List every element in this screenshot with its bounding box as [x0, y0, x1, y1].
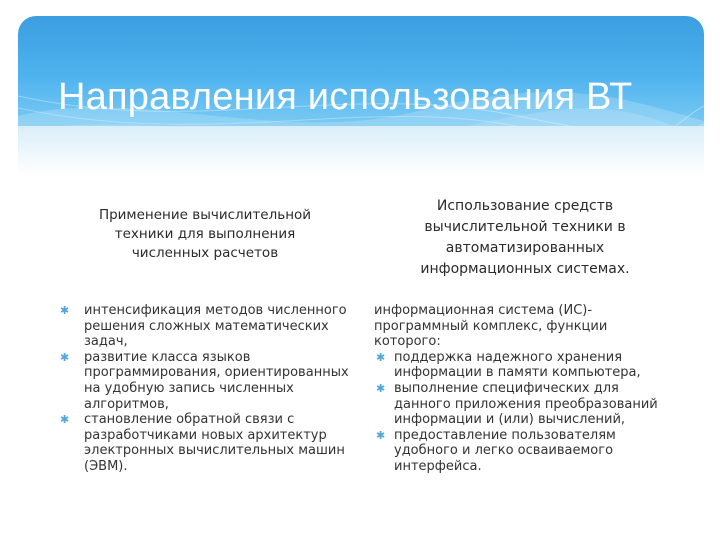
asterisk-bullet-icon: ✱ [376, 350, 386, 364]
list-item [60, 303, 350, 350]
list-item [60, 350, 350, 412]
slide-title: Направления использования ВТ [58, 76, 633, 118]
asterisk-bullet-icon: ✱ [376, 381, 386, 395]
is-definition: информационная система (ИС)- программный комплекс, функции которого: [374, 303, 608, 350]
list-item [60, 412, 350, 474]
asterisk-bullet-icon: ✱ [376, 428, 386, 442]
asterisk-bullet-icon: ✱ [60, 413, 70, 427]
right-column-body [374, 303, 674, 475]
title-banner [18, 16, 704, 126]
asterisk-bullet-icon: ✱ [60, 350, 70, 364]
right-column-heading: Использование средств вычислительной техники в автоматизированных информационных системах. [420, 198, 630, 277]
list-item-text: становление обратной связи с разработчиками новых архитектур электронных вычислительных машин (ЭВМ). [84, 412, 345, 474]
left-column-list [60, 303, 350, 475]
list-item-text: интенсификация методов численного решения сложных математических задач, [84, 303, 347, 350]
list-item [374, 350, 674, 381]
list-item [374, 428, 674, 475]
list-item-text: предоставление пользователям удобного и легко осваиваемого интерфейса. [394, 427, 616, 474]
banner-fade [18, 126, 704, 176]
list-item-text: развитие класса языков программирования, ориентированных на удобную запись численных алгоритмов, [84, 349, 349, 412]
left-column-heading: Применение вычислительной техники для выполнения численных расчетов [98, 207, 312, 261]
list-item-text: выполнение специфических для данного приложения преобразований информации и (или) вычислений, [394, 380, 658, 428]
list-item [374, 381, 674, 428]
list-item-text: поддержка надежного хранения информации в памяти компьютера, [394, 349, 641, 381]
asterisk-bullet-icon: ✱ [60, 304, 70, 317]
